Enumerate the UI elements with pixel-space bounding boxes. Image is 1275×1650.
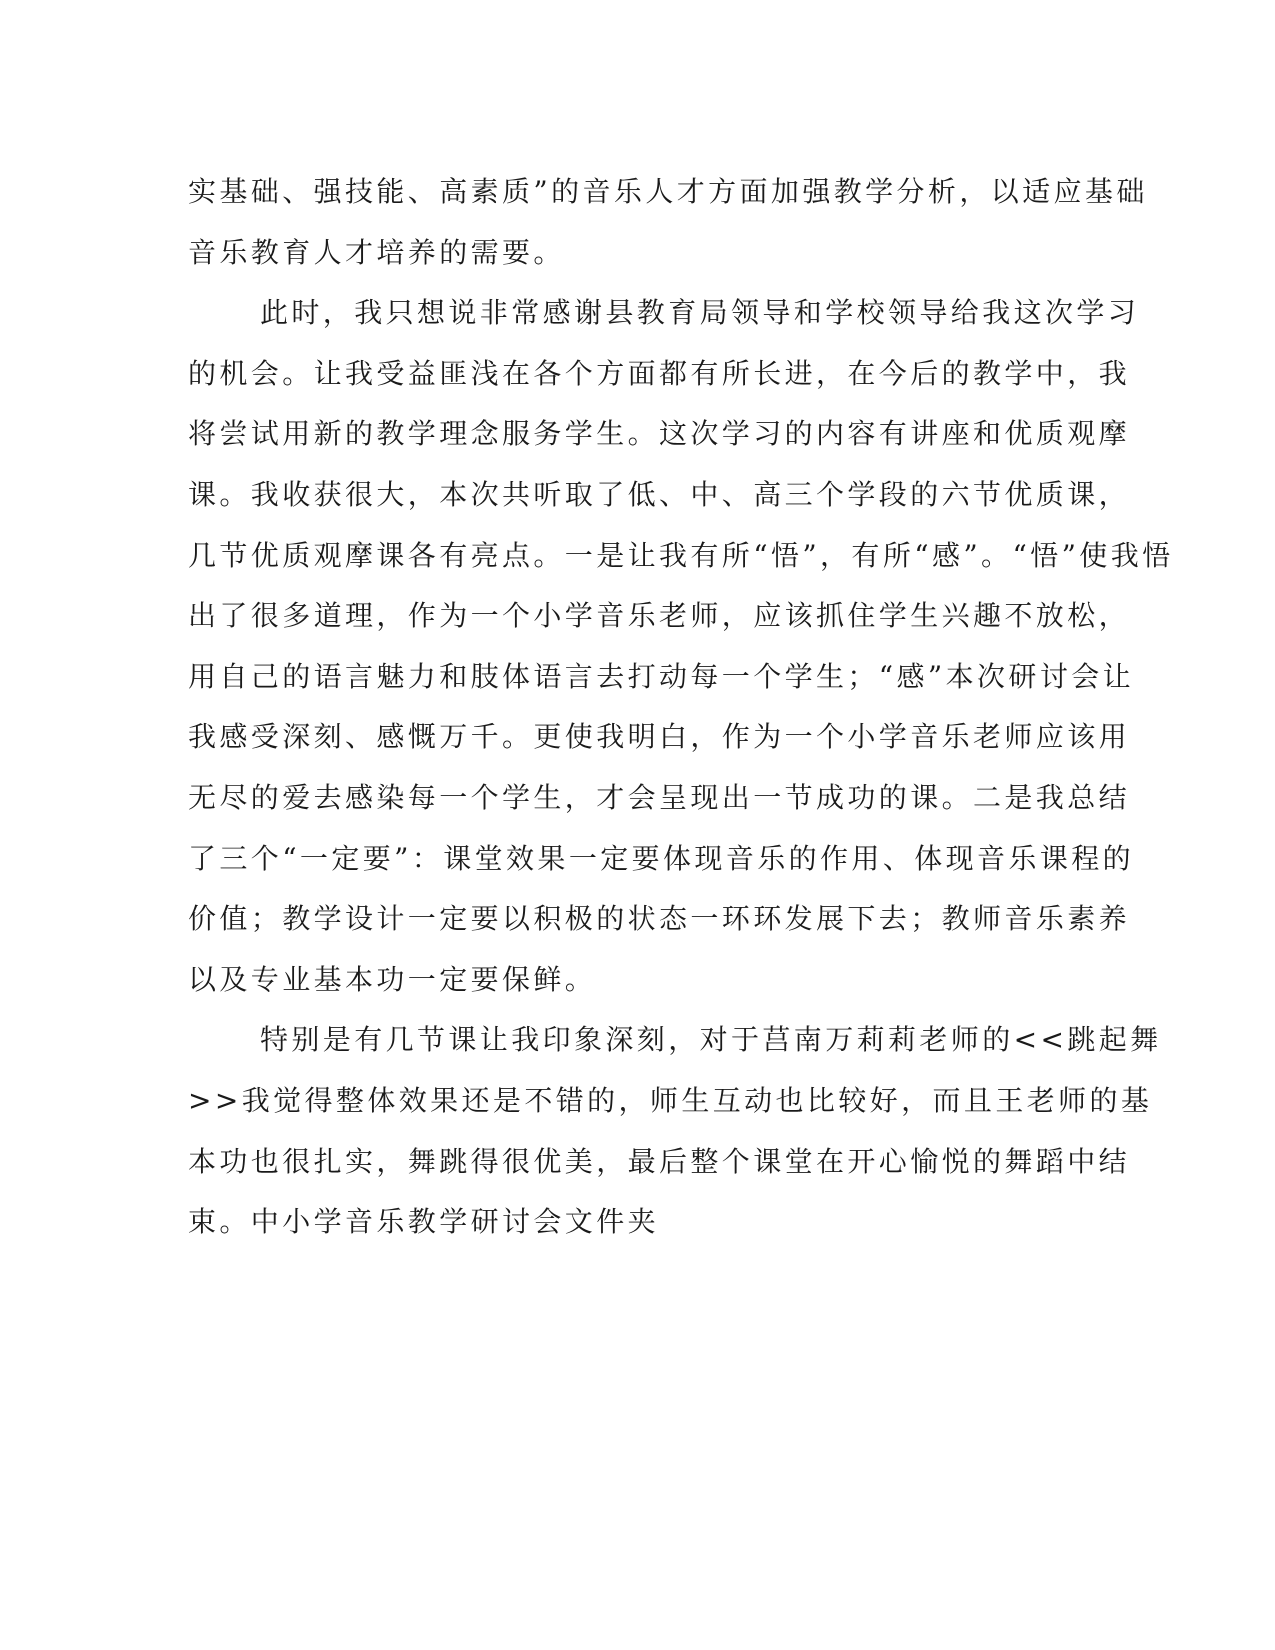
text-line: 束。中小学音乐教学研讨会文件夹	[188, 1205, 660, 1239]
text-line: 课。我收获很大，本次共听取了低、中、高三个学段的六节优质课，	[188, 477, 1131, 511]
text-line: 实基础、强技能、高素质”的音乐人才方面加强教学分析，以适应基础	[188, 175, 1148, 208]
text-line: 用自己的语言魅力和肢体语言去打动每一个学生；“感”本次研讨会让	[188, 659, 1135, 693]
text-line: 本功也很扎实，舞跳得很优美，最后整个课堂在开心愉悦的舞蹈中结	[188, 1144, 1131, 1178]
text-line: 的机会。让我受益匪浅在各个方面都有所长进，在今后的教学中，我	[188, 356, 1131, 390]
text-line: 无尽的爱去感染每一个学生，才会呈现出一节成功的课。二是我总结	[188, 780, 1131, 814]
text-line: 了三个“一定要”：课堂效果一定要体现音乐的作用、体现音乐课程的	[188, 841, 1135, 875]
document-body	[188, 162, 1174, 1253]
text-line: 价值；教学设计一定要以积极的状态一环环发展下去；教师音乐素养	[188, 902, 1131, 936]
paragraph-1	[188, 162, 1148, 283]
paragraph-2	[188, 283, 1174, 1010]
text-line: 出了很多道理，作为一个小学音乐老师，应该抓住学生兴趣不放松，	[188, 599, 1131, 633]
text-line: >>我觉得整体效果还是不错的，师生互动也比较好，而且王老师的基	[188, 1083, 1153, 1117]
text-line: 几节优质观摩课各有亮点。一是让我有所“悟”，有所“感”。“悟”使我悟	[188, 538, 1174, 572]
text-line: 我感受深刻、感慨万千。更使我明白，作为一个小学音乐老师应该用	[188, 720, 1131, 754]
text-line: 将尝试用新的教学理念服务学生。这次学习的内容有讲座和优质观摩	[188, 417, 1131, 451]
text-line: 特别是有几节课让我印象深刻，对于莒南万莉莉老师的<<跳起舞	[260, 1023, 1162, 1057]
text-line: 音乐教育人才培养的需要。	[188, 235, 565, 269]
text-line: 此时，我只想说非常感谢县教育局领导和学校领导给我这次学习	[260, 296, 1140, 330]
text-line: 以及专业基本功一定要保鲜。	[188, 962, 597, 996]
paragraph-3	[188, 1010, 1162, 1252]
